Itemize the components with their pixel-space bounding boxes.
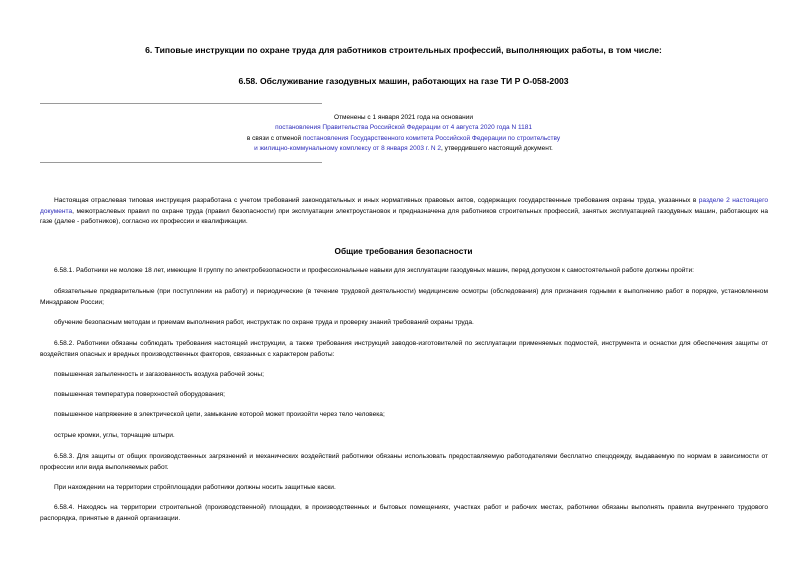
paragraph-6-58-2: 6.58.2. Работники обязаны соблюдать требования настоящей инструкции, а также требования инструкций заводов-изготовителей по эксплуатации применяемых подмостей, инструмента и оснастки для обеспечения защиты от воздействия опасных и вредных производственных факторов, связанных с характером работы: [40, 340, 768, 358]
section-title: Общие требования безопасности [334, 246, 473, 256]
intro-text-2: , межотраслевых правил по охране труда (правил безопасности) при эксплуатации электроустановок и предназначена для работников строительных профессий, занятых эксплуатацией газодувных машин, работающих на газе (далее - работников), согласно их профессии и квалификации. [40, 207, 768, 225]
notice-link-gosstroy[interactable]: постановления Государственного комитета Российской Федерации по строительству [302, 134, 561, 142]
paragraph-6-58-4: 6.58.4. Находясь на территории строительной (производственной) площадки, в производственных и бытовых помещениях, участках работ и рабочих местах, работники обязаны выполнять правила внутреннего трудового распорядка, принятые в данной организации. [40, 504, 768, 522]
list-item-temperature: повышенная температура поверхностей оборудования; [54, 391, 225, 398]
section-heading: 6. Типовые инструкции по охране труда для работников строительных профессий, выполняющих работы, в том числе: [145, 45, 662, 55]
list-item-voltage: повышенное напряжение в электрической цепи, замыкание которой может произойти через тело человека; [54, 411, 385, 418]
notice-link-decree-1181[interactable]: постановления Правительства Российской Федерации от 4 августа 2020 года N 1181 [275, 124, 532, 132]
instruction-heading: 6.58. Обслуживание газодувных машин, работающих на газе ТИ Р О-058-2003 [238, 76, 569, 86]
paragraph-training: обучение безопасным методам и приемам выполнения работ, инструктаж по охране труда и проверку знаний требований охраны труда. [54, 319, 474, 326]
separator-bottom [40, 162, 322, 163]
paragraph-6-58-1: 6.58.1. Работники не моложе 18 лет, имеющие II группу по электробезопасности и профессиональные навыки для эксплуатации газодувных машин, перед допуском к самостоятельной работе должны пройти: [54, 267, 694, 274]
separator-top [40, 103, 322, 104]
intro-link-section-2[interactable]: разделе 2 настоящего документа [40, 197, 768, 215]
repeal-notice [0, 113, 807, 155]
notice-text-3: в связи с отменой [246, 134, 303, 142]
list-item-sharp-edges: острые кромки, углы, торчащие штыри. [54, 432, 175, 439]
paragraph-medical: обязательные предварительные (при поступлении на работу) и периодические (в течение трудовой деятельности) медицинские осмотры (обследования) для признания годными к выполнению работ в порядке, установленном Минздравом России; [40, 288, 768, 306]
intro-text-1: Настоящая отраслевая типовая инструкция разработана с учетом требований законодательных и иных нормативных правовых актов, содержащих государственные требования охраны труда, указанных в [54, 197, 699, 204]
notice-text-4: , утвердившего настоящий документ. [441, 145, 553, 153]
list-item-dust: повышенная запыленность и загазованность воздуха рабочей зоны; [54, 371, 264, 378]
paragraph-6-58-3: 6.58.3. Для защиты от общих производственных загрязнений и механических воздействий работники обязаны использовать предоставляемую работодателями бесплатно спецодежду, выдаваемую по нормам в зависимости от профессии или вида выполняемых работ. [40, 453, 768, 471]
paragraph-helmets: При нахождении на территории стройплощадки работники должны носить защитные каски. [54, 484, 336, 491]
notice-link-gosstroy-cont[interactable]: и жилищно-коммунальному комплексу от 8 января 2003 г. N 2 [254, 145, 442, 153]
notice-line-1: Отменены с 1 января 2021 года на основании [334, 114, 473, 121]
intro-paragraph [40, 196, 768, 228]
